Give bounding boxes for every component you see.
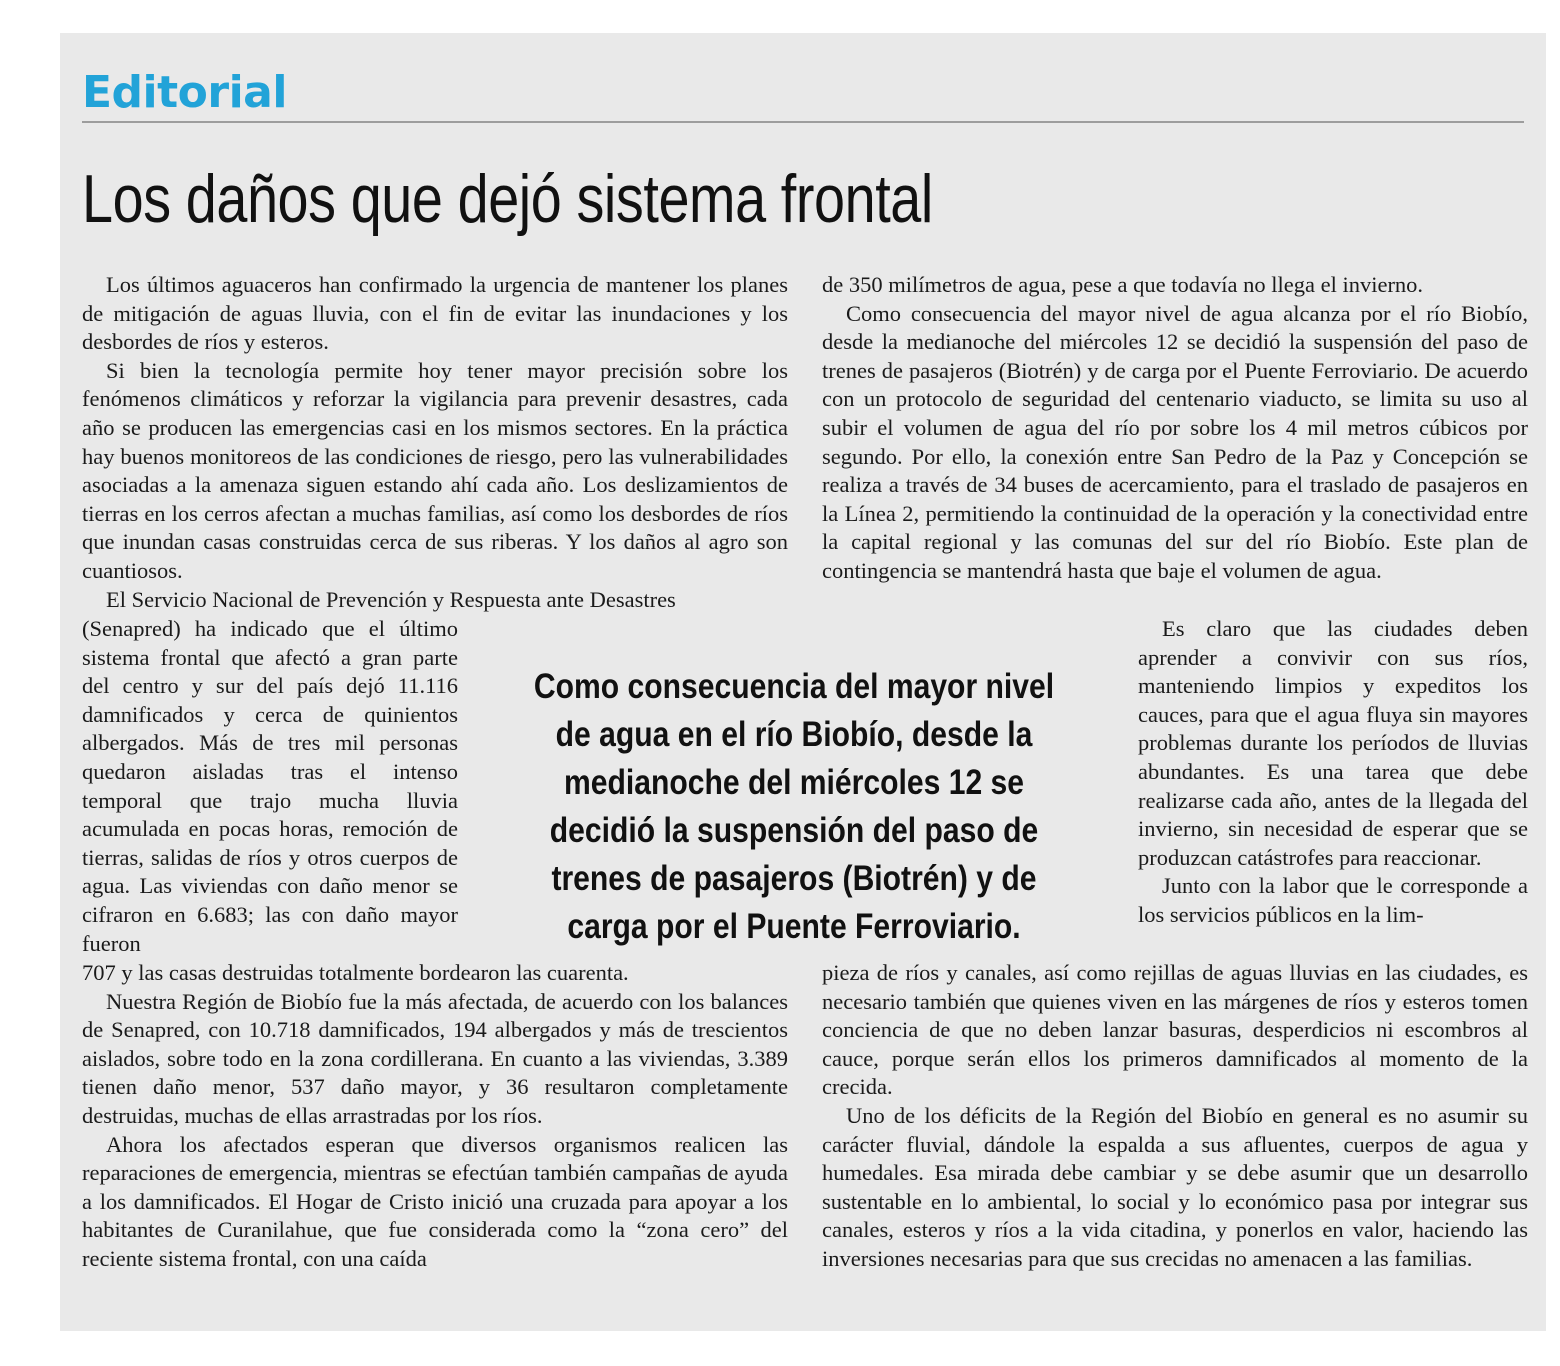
column-right-narrow [1138, 615, 1528, 930]
paragraph: Es claro que las ciudades deben aprender a convivir con sus ríos, manteniendo limpios y expeditos los cauces, para que el agua fluya sin mayores problemas durante los períodos de lluvias abundantes. Es una tarea que debe realizarse cada año, antes de la llegada del invierno, sin necesidad de esperar que se produzcan catástrofes para reaccionar. [1138, 616, 1528, 870]
paragraph: pieza de ríos y canales, así como rejillas de aguas lluvias en las ciudades, es necesario también que quienes viven en las márgenes de ríos y esteros tomen conciencia de que no deben lanzar basuras, desperdicios ni escombros al cauce, porque serán ellos los primeros damnificados al momento de la crecida. [822, 960, 1528, 1100]
paragraph: Uno de los déficits de la Región del Biobío en general es no asumir su carácter fluvial, dándole la espalda a sus afluentes, cuerpos de agua y humedales. Esa mirada debe cambiar y se debe asumir que un desarrollo sustentable en lo ambiental, lo social y lo económico pasa por integrar sus canales, esteros y ríos a la vida citadina, y ponerlos en valor, haciendo las inversiones necesarias para que sus crecidas no amenacen a las familias. [822, 1102, 1528, 1271]
newspaper-page [60, 33, 1546, 1331]
section-label: Editorial [82, 67, 287, 118]
paragraph: (Senapred) ha indicado que el último sistema frontal que afectó a gran parte del centro y sur del país dejó 11.116 damnificados y cerca de quinientos albergados. Más de tres mil personas quedaron aisladas tras el intenso temporal que trajo mucha lluvia acumulada en pocas horas, remoción de tierras, salidas de ríos y otros cuerpos de agua. Las viviendas con daño menor se cifraron en 6.683; las con daño mayor fueron [82, 616, 458, 956]
headline: Los daños que dejó sistema frontal [82, 161, 933, 237]
paragraph: El Servicio Nacional de Prevención y Respuesta ante Desastres [106, 586, 676, 612]
paragraph: Ahora los afectados esperan que diversos organismos realicen las reparaciones de emergencia, mientras se efectúan también campañas de ayuda a los damnificados. El Hogar de Cristo inició una cruzada para apoyar a los habitantes de Curanilahue, que fue considerada como la “zona cero” del reciente sistema frontal, con una caída [82, 1131, 788, 1271]
column-right-bottom [822, 959, 1528, 1274]
pull-quote: Como consecuencia del mayor nivel de agua en el río Biobío, desde la medianoche del miércoles 12 se decidió la suspensión del paso de trenes de pasajeros (Biotrén) y de carga por el Puente Ferroviario. [533, 667, 1055, 946]
column-right-top [822, 271, 1528, 586]
paragraph: Nuestra Región de Biobío fue la más afectada, de acuerdo con los balances de Senapred, con 10.718 damnificados, 194 albergados y más de trescientos aislados, sobre todo en la zona cordillerana. En cuanto a las viviendas, 3.389 tienen daño menor, 537 daño mayor, y 36 resultaron completamente destruidas, muchas de ellas arrastradas por los ríos. [82, 988, 788, 1128]
column-left-bottom [82, 959, 788, 1274]
paragraph: Como consecuencia del mayor nivel de agua alcanza por el río Biobío, desde la medianoche del miércoles 12 se decidió la suspensión del paso de trenes de pasajeros (Biotrén) y de carga por el Puente Ferroviario. De acuerdo con un protocolo de seguridad del centenario viaducto, se limita su uso al subir el volumen de agua del río por sobre los 4 mil metros cúbicos por segundo. Por ello, la conexión entre San Pedro de la Paz y Concepción se realiza a través de 34 buses de acercamiento, para el traslado de pasajeros en la Línea 2, permitiendo la continuidad de la operación y la conectividad entre la capital regional y las comunas del sur del río Biobío. Este plan de contingencia se mantendrá hasta que baje el volumen de agua. [822, 300, 1528, 583]
section-rule [82, 121, 1524, 123]
paragraph: de 350 milímetros de agua, pese a que todavía no llega el invierno. [822, 272, 1424, 297]
column-left-narrow [82, 615, 458, 958]
paragraph: Si bien la tecnología permite hoy tener mayor precisión sobre los fenómenos climáticos y reforzar la vigilancia para prevenir desastres, cada año se producen las emergencias casi en los mismos sectores. En la práctica hay buenos monitoreos de las condiciones de riesgo, pero las vulnerabilidades asociadas a la amenaza siguen estando ahí cada año. Los deslizamientos de tierras en los cerros afectan a muchas familias, así como los desbordes de ríos que inundan casas construidas cerca de sus riberas. Y los daños al agro son cuantiosos. [82, 357, 788, 583]
column-left-top [82, 271, 788, 614]
paragraph: 707 y las casas destruidas totalmente bordearon las cuarenta. [82, 960, 629, 985]
paragraph: Los últimos aguaceros han confirmado la urgencia de mantener los planes de mitigación de aguas lluvia, con el fin de evitar las inundaciones y los desbordes de ríos y esteros. [82, 272, 788, 355]
paragraph: Junto con la labor que le corresponde a los servicios públicos en la lim- [1138, 873, 1528, 927]
